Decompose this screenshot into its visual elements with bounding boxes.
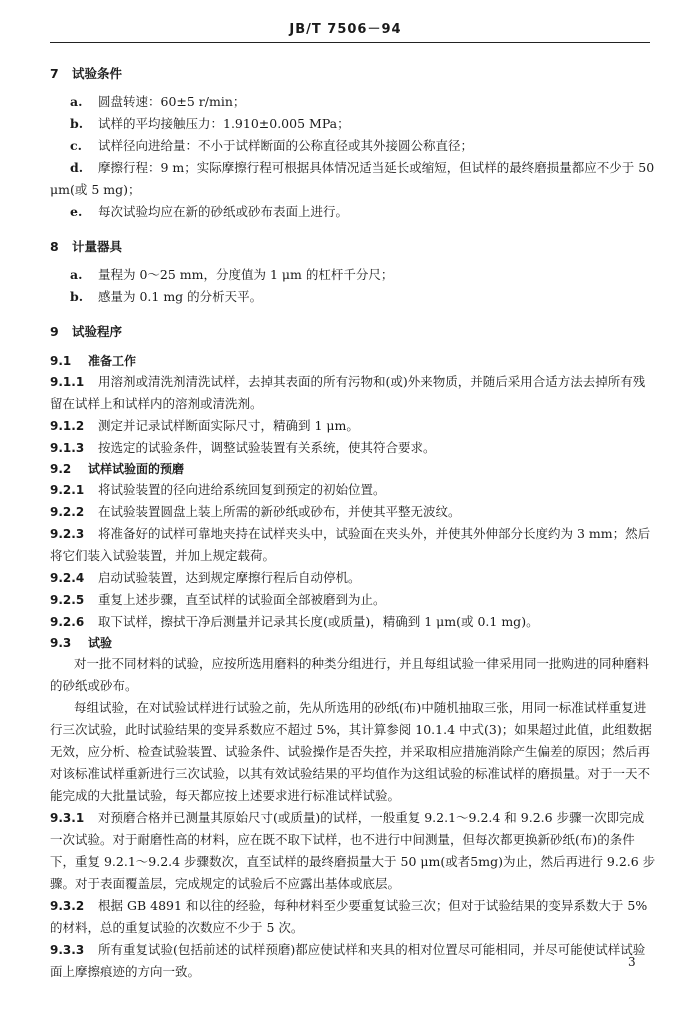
clause-9-3-3: 9.3.3 所有重复试验(包括前述的试样预磨)都应使试样和夹具的相对位置尽可能相同，并尽可能使试样试验面上摩擦痕迹的方向一致。 [50, 942, 646, 979]
section-8-heading [50, 237, 656, 256]
body-paragraph: 对一批不同材料的试验，应按所选用磨料的种类分组进行，并且每组试验一律采用同一批购进的同种磨料的砂纸或砂布。 [50, 656, 650, 693]
clause-9-2-3: 9.2.3 将准备好的试样可靠地夹持在试样夹头中，试验面在夹头外，并使其外伸部分长度约为 3 mm；然后将它们装入试验装置，并加上规定载荷。 [50, 526, 651, 563]
subsection-9-1-heading: 9.1 准备工作 [50, 354, 137, 368]
section-title: 试验条件 [72, 66, 123, 81]
list-item: d. 摩擦行程：9 m；实际摩擦行程可根据具体情况适当延长或缩短，但试样的最终磨损量都应不少于 50 μm(或 5 mg)； [50, 160, 655, 197]
subsection-9-3-heading: 9.3 试验 [50, 636, 113, 650]
section-9-heading [50, 322, 656, 341]
section-title: 计量器具 [72, 239, 123, 254]
clause-9-2-5: 9.2.5 重复上述步骤，直至试样的试验面全部被磨到为止。 [50, 592, 386, 607]
body-paragraph: 每组试验，在对试验试样进行试验之前，先从所选用的砂纸(布)中随机抽取三张，用同一标准试样重复进行三次试验，此时试验结果的变异系数应不超过 5%，其计算参阅 10.1.4 中式(3)；如果超过此值，此组数据无效，应分析、检查试验装置、试验条件、试验操作是否失控，并采取相应措施消除产生偏差的原因；然后再对该标准试样重新进行三次试验，以其有效试验结果的平均值作为这组试验的标准试样的磨损量。对于一天不能完成的大批量试验，每天都应按上述要求进行标准试样试验。 [50, 700, 652, 803]
clause-9-1-3: 9.1.3 按选定的试验条件，调整试验装置有关系统，使其符合要求。 [50, 440, 436, 455]
clause-9-3-1: 9.3.1 对预磨合格并已测量其原始尺寸(或质量)的试样，一般重复 9.2.1～9.2.4 和 9.2.6 步骤一次即完成一次试验。对于耐磨性高的材料，应在既不取下试样，也不进行中间测量，但每次都更换新砂纸(布)的条件下，重复 9.2.1～9.2.4 步骤数次，直至试样的最终磨损量大于 50 μm(或者5mg)为止，然后再进行 9.2.6 步骤。对于表面覆盖层，完成规定的试验后不应露出基体或底层。 [50, 810, 656, 891]
list-item: e. 每次试验均应在新的砂纸或砂布表面上进行。 [70, 204, 349, 219]
page-number: 3 [628, 955, 636, 969]
subsection-9-2-heading: 9.2 试样试验面的预磨 [50, 462, 185, 476]
list-item: a. 量程为 0～25 mm，分度值为 1 μm 的杠杆千分尺； [70, 267, 394, 282]
section-number: 9 [50, 324, 59, 339]
clause-9-3-2: 9.3.2 根据 GB 4891 和以往的经验，每种材料至少要重复试验三次；但对于试验结果的变异系数大于 5% 的材料，总的重复试验的次数应不少于 5 次。 [50, 898, 648, 935]
section-7-heading [50, 64, 656, 83]
clause-9-2-1: 9.2.1 将试验装置的径向进给系统回复到预定的初始位置。 [50, 482, 386, 497]
list-item: c. 试样径向进给量：不小于试样断面的公称直径或其外接圆公称直径； [70, 138, 474, 153]
clause-9-1-2: 9.1.2 测定并记录试样断面实际尺寸，精确到 1 μm。 [50, 418, 359, 433]
clause-9-1-1: 9.1.1 用溶剂或清洗剂清洗试样，去掉其表面的所有污物和(或)外来物质，并随后采用合适方法去掉所有残留在试样上和试样内的溶剂或清洗剂。 [50, 374, 646, 411]
section-number: 7 [50, 66, 59, 81]
clause-9-2-2: 9.2.2 在试验装置圆盘上装上所需的新砂纸或砂布，并使其平整无波纹。 [50, 504, 461, 519]
list-item: a. 圆盘转速：60±5 r/min； [70, 94, 246, 109]
document-body [50, 64, 656, 983]
page-header: JB/T 7506－94 [289, 22, 402, 37]
clause-9-2-6: 9.2.6 取下试样，擦拭干净后测量并记录其长度(或质量)，精确到 1 μm(或 0.1 mg)。 [50, 614, 539, 629]
section-number: 8 [50, 239, 59, 254]
header-rule [50, 42, 650, 43]
list-item: b. 试样的平均接触压力：1.910±0.005 MPa； [70, 116, 350, 131]
section-title: 试验程序 [72, 324, 123, 339]
clause-9-2-4: 9.2.4 启动试验装置，达到规定摩擦行程后自动停机。 [50, 570, 361, 585]
list-item: b. 感量为 0.1 mg 的分析天平。 [70, 289, 263, 304]
